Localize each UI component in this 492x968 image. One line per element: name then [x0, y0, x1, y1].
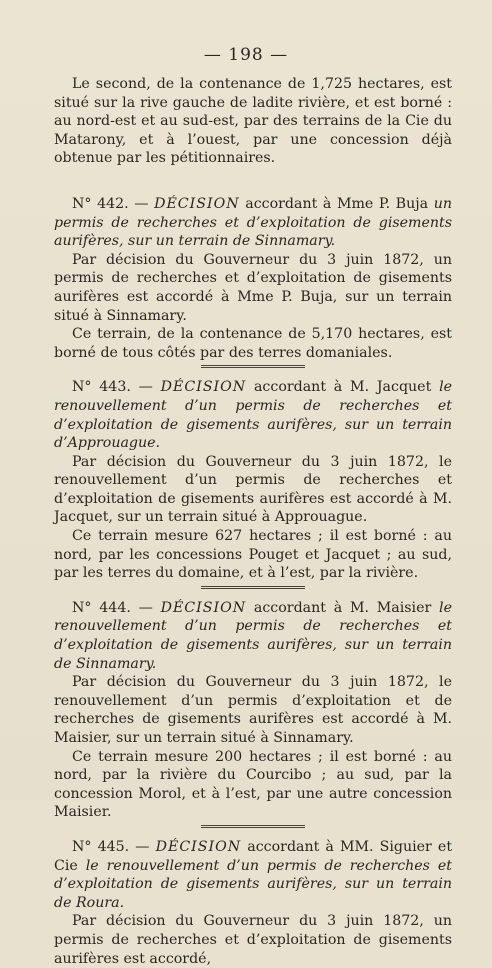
entry-paragraph: Ce terrain mesure 200 hectares ; il est borné : au nord, par la rivière du Courcibo ; au sud, par la concession Morol, et à l’est, par une autre concession Maisier. — [54, 748, 452, 821]
decision-keyword: DÉCISION — [154, 195, 240, 212]
page-body — [54, 75, 452, 968]
entry-heading — [54, 599, 452, 673]
divider — [201, 586, 305, 589]
entry-lead: accordant à — [245, 195, 332, 212]
entry-heading — [54, 195, 452, 251]
entry-beneficiary: M. Jacquet — [350, 379, 432, 396]
entry-442 — [54, 195, 452, 362]
entry-title: le renouvellement d’un permis de recherches et d’exploitation de gisements aurifères, sur un terrain de Sinnamary. — [54, 599, 452, 672]
entry-title: le renouvellement d’un permis de recherches et d’exploitation de gisements aurifères, sur un terrain de Roura. — [54, 857, 452, 911]
entry-lead: accordant à — [247, 838, 334, 855]
entry-443 — [54, 378, 452, 583]
decision-keyword: DÉCISION — [155, 838, 242, 855]
entry-beneficiary: Mme P. Buja — [336, 195, 429, 212]
entry-paragraph: Par décision du Gouverneur du 3 juin 1872, un permis de recherches et d’exploitation de gisements aurifères est accordé à Mme P. Buja, sur un terrain situé à Sinnamary. — [54, 251, 452, 324]
entry-number: N° 445. — — [72, 838, 150, 855]
entry-lead: accordant à — [253, 379, 343, 396]
entry-445 — [54, 838, 452, 968]
entry-444 — [54, 599, 452, 822]
entry-lead: accordant à — [253, 599, 343, 616]
entry-paragraph: Par décision du Gouverneur du 3 juin 1872, un permis de recherches et d’exploitation de gisements aurifères est accordé, — [54, 913, 452, 967]
entry-number: N° 442. — — [72, 195, 149, 212]
entry-title: le renouvellement d’un permis de recherches et d’exploitation de gisements aurifères, sur un terrain d’Approuague. — [54, 379, 452, 452]
divider — [201, 365, 305, 368]
entry-paragraph: Par décision du Gouverneur du 3 juin 1872, le renouvellement d’un permis d’exploitation et de recherches de gisements aurifères est accordé à M. Maisier, sur un terrain situé à Sinnamary. — [54, 674, 452, 746]
entry-paragraph: Ce terrain mesure 627 hectares ; il est borné : au nord, par les concessions Pouget et Jacquet ; au sud, par les terres du domaine, et à l’est, par la rivière. — [54, 528, 452, 582]
entry-number: N° 443. — — [72, 379, 153, 396]
entry-beneficiary: MM. Siguier et Cie — [54, 838, 453, 874]
entry-beneficiary: M. Maisier — [349, 599, 432, 616]
decision-keyword: DÉCISION — [160, 379, 247, 396]
divider — [201, 825, 305, 828]
entry-heading — [54, 378, 452, 452]
entry-paragraph: Par décision du Gouverneur du 3 juin 1872, le renouvellement d’un permis de recherches et d’exploitation de gisements aurifères est accordé à M. Jacquet, sur un terrain situé à Approuague. — [54, 453, 452, 526]
intro-paragraph: Le second, de la contenance de 1,725 hectares, est situé sur la rive gauche de ladite rivière, et est borné : au nord-est et au sud-est, par des terrains de la Cie du Matarony, et à l’ouest, par une concession déjà obtenue par les pétitionnaires. — [54, 76, 452, 167]
entry-paragraph: Ce terrain, de la contenance de 5,170 hectares, est borné de tous côtés par des terres domaniales. — [54, 326, 452, 361]
page-number: — 198 — — [203, 45, 289, 65]
entry-number: N° 444. — — [72, 599, 153, 616]
entry-title: un permis de recherches et d’exploitation de gisements aurifères, sur un terrain de Sinnamary. — [54, 195, 452, 250]
decision-keyword: DÉCISION — [160, 599, 247, 616]
entry-heading — [54, 838, 452, 912]
